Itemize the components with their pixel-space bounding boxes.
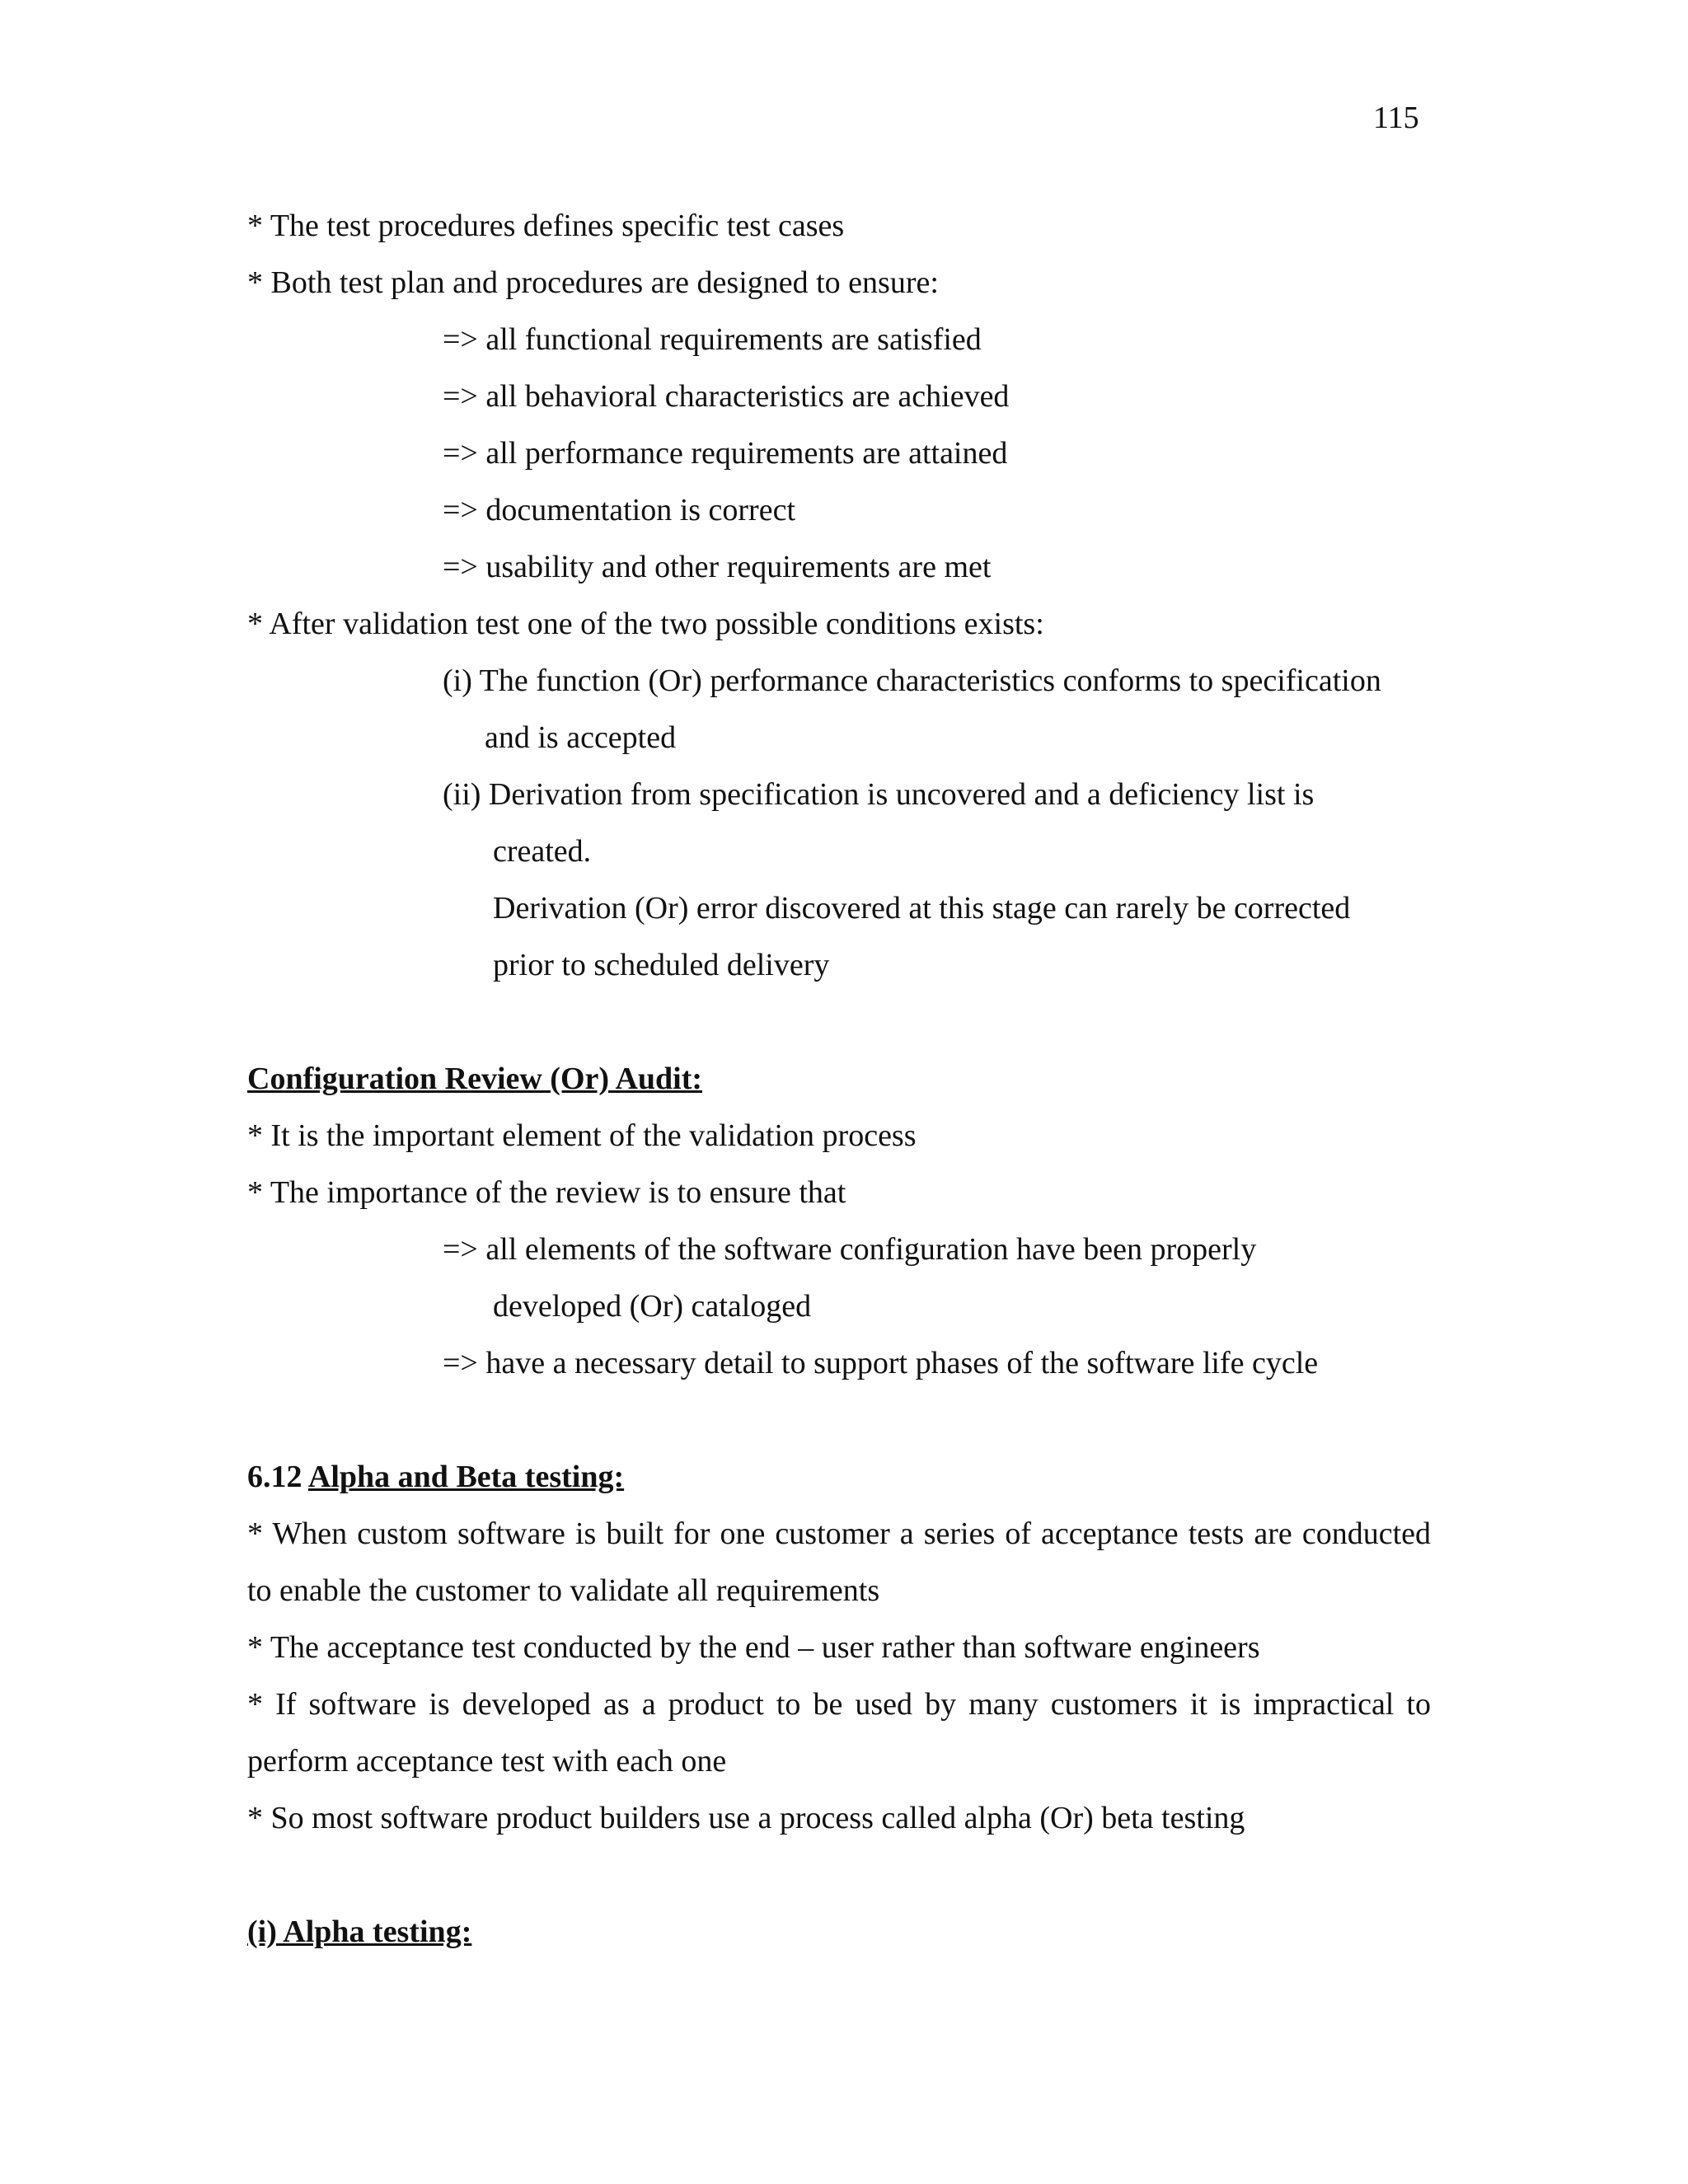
ensure-item-behavioral: => all behavioral characteristics are achieved	[443, 379, 1010, 414]
section-title: Alpha and Beta testing:	[307, 1460, 625, 1494]
ensure-item-functional: => all functional requirements are satisfied	[443, 322, 982, 357]
spacer	[247, 1847, 1431, 1904]
bullet-test-procedures: * The test procedures defines specific test cases	[247, 209, 845, 243]
ensure-item-documentation: => documentation is correct	[443, 493, 796, 527]
bullet-test-plan: * Both test plan and procedures are designed to ensure:	[247, 265, 939, 300]
document-body	[247, 198, 1431, 1961]
condition-2-line-1: (ii) Derivation from specification is uncovered and a deficiency list is	[443, 777, 1315, 812]
config-review-heading: Configuration Review (Or) Audit:	[247, 1062, 703, 1096]
bullet-important-element: * It is the important element of the validation process	[247, 1118, 917, 1153]
bullet-alpha-beta-process: * So most software product builders use a process called alpha (Or) beta testing	[247, 1801, 1245, 1835]
paragraph-product-software: * If software is developed as a product to be used by many customers it is impractical to perform acceptance test with each one	[247, 1687, 1431, 1779]
condition-2-line-2: created.	[493, 834, 592, 869]
spacer	[247, 994, 1431, 1051]
paragraph-custom-software: * When custom software is built for one customer a series of acceptance tests are conducted to enable the customer to validate all requirements	[247, 1516, 1431, 1608]
ensure-item-performance: => all performance requirements are attained	[443, 436, 1008, 471]
condition-2-line-4: prior to scheduled delivery	[493, 948, 830, 982]
review-item-1-line-2: developed (Or) cataloged	[493, 1289, 812, 1324]
section-number: 6.12	[247, 1460, 302, 1494]
alpha-testing-heading: (i) Alpha testing:	[247, 1915, 472, 1949]
condition-1-line-2: and is accepted	[485, 720, 677, 755]
bullet-acceptance-test: * The acceptance test conducted by the end – user rather than software engineers	[247, 1630, 1260, 1665]
condition-2-line-3: Derivation (Or) error discovered at this stage can rarely be corrected	[493, 891, 1351, 926]
page-number: 115	[1373, 101, 1419, 135]
review-item-2: => have a necessary detail to support phases of the software life cycle	[443, 1346, 1319, 1380]
ensure-item-usability: => usability and other requirements are met	[443, 550, 992, 584]
bullet-after-validation: * After validation test one of the two possible conditions exists:	[247, 607, 1044, 641]
review-item-1-line-1: => all elements of the software configuration have been properly	[443, 1232, 1257, 1267]
spacer	[247, 1392, 1431, 1449]
bullet-importance-review: * The importance of the review is to ensure that	[247, 1175, 846, 1210]
alpha-beta-heading	[247, 1449, 1431, 1506]
condition-1-line-1: (i) The function (Or) performance characteristics conforms to specification	[443, 663, 1381, 698]
